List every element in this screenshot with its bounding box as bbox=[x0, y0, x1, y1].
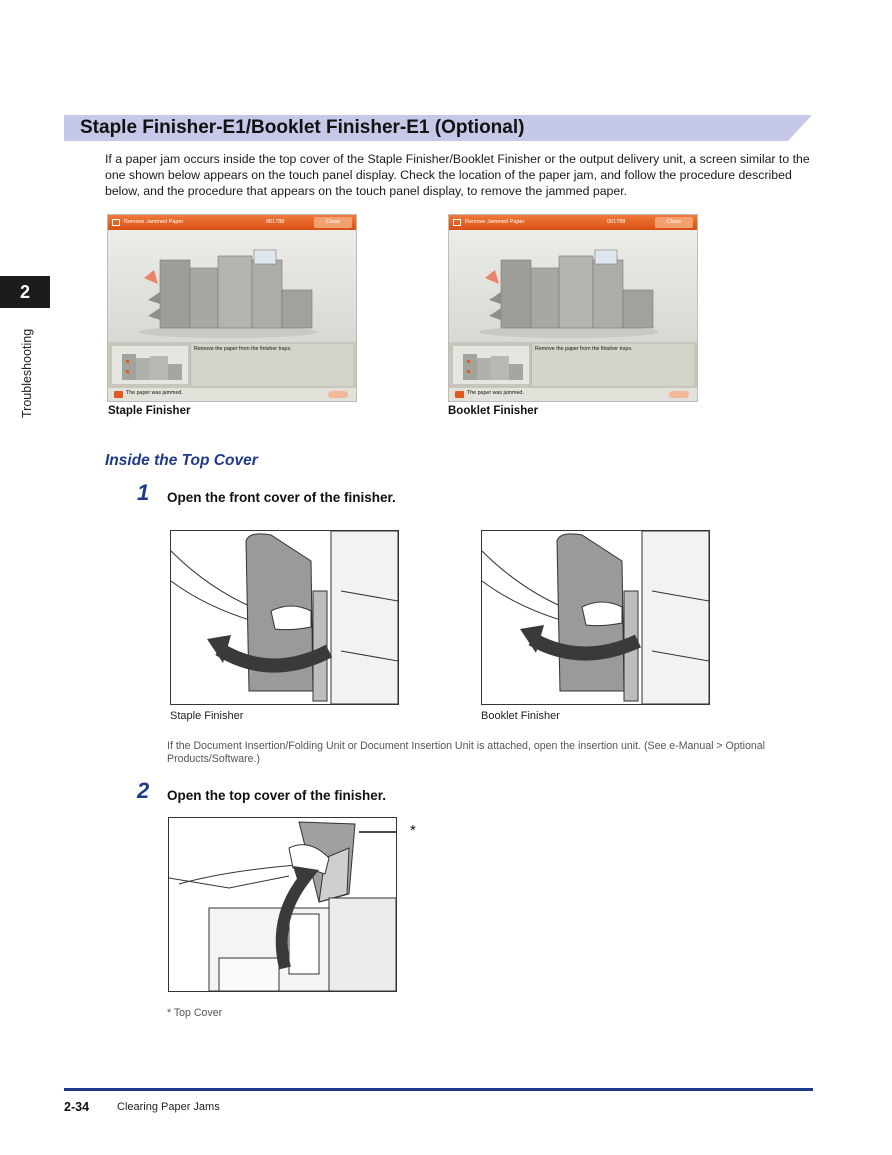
intro-paragraph: If a paper jam occurs inside the top cover of the Staple Finisher/Booklet Finisher or the output delivery unit, a screen similar to the one shown below appears on the touch panel display. Check the location of the paper jam, and follow the procedure described below, and the procedure that appears on the touch panel display, to remove the jammed paper. bbox=[105, 152, 810, 198]
panel-title-bar bbox=[108, 215, 356, 230]
step1-caption-booklet: Booklet Finisher bbox=[481, 710, 560, 722]
close-button[interactable]: Close bbox=[314, 217, 352, 228]
panel-status: The paper was jammed. bbox=[126, 390, 183, 396]
touch-panel-screen-booklet bbox=[448, 214, 698, 402]
panel-code: 061788 bbox=[607, 219, 626, 225]
step-number: 1 bbox=[137, 480, 150, 505]
machine-illustration bbox=[108, 230, 356, 342]
panel-message-box bbox=[531, 344, 694, 386]
panel-lower bbox=[108, 342, 356, 388]
panel-title: Remove Jammed Paper bbox=[124, 219, 184, 225]
panel-message: Remove the paper from the finisher trays. bbox=[535, 346, 633, 352]
close-button[interactable]: Close bbox=[655, 217, 693, 228]
panel-status-bar bbox=[449, 388, 697, 401]
finisher-thumbnail bbox=[112, 346, 188, 384]
panel-lower bbox=[449, 342, 697, 388]
panel-code: 061788 bbox=[266, 219, 285, 225]
status-button[interactable] bbox=[328, 391, 348, 398]
warning-icon bbox=[455, 391, 464, 398]
panel-title-bar bbox=[449, 215, 697, 230]
illustration-open-front-cover-booklet bbox=[481, 530, 710, 705]
footer-rule bbox=[64, 1088, 813, 1091]
panel-status: The paper was jammed. bbox=[467, 390, 524, 396]
step-text: Open the top cover of the finisher. bbox=[167, 788, 387, 803]
panel-message-box bbox=[190, 344, 353, 386]
panel-message: Remove the paper from the finisher trays. bbox=[194, 346, 292, 352]
page-number: 2-34 bbox=[64, 1100, 90, 1114]
top-cover-callout: * bbox=[410, 822, 416, 839]
panel-status-bar bbox=[108, 388, 356, 401]
chapter-tab: 2 bbox=[0, 276, 50, 308]
screen-caption-staple: Staple Finisher bbox=[108, 405, 191, 417]
touch-panel-screen-staple bbox=[107, 214, 357, 402]
status-button[interactable] bbox=[669, 391, 689, 398]
jam-icon bbox=[112, 219, 120, 226]
finisher-thumbnail bbox=[453, 346, 529, 384]
screen-caption-booklet: Booklet Finisher bbox=[448, 405, 539, 417]
step-text: Open the front cover of the finisher. bbox=[167, 490, 396, 505]
panel-title: Remove Jammed Paper bbox=[465, 219, 525, 225]
subsection-title: Inside the Top Cover bbox=[105, 452, 258, 469]
step1-note: If the Document Insertion/Folding Unit or Document Insertion Unit is attached, open the insertion unit. (See e-Manual > Optional Products/Software.) bbox=[167, 740, 765, 765]
step1-caption-staple: Staple Finisher bbox=[170, 710, 244, 722]
chapter-label-wrap bbox=[20, 312, 38, 418]
illustration-open-front-cover-staple bbox=[170, 530, 399, 705]
warning-icon bbox=[114, 391, 123, 398]
chapter-label: Troubleshooting bbox=[20, 328, 34, 418]
jam-icon bbox=[453, 219, 461, 226]
step-number: 2 bbox=[137, 778, 150, 803]
section-title: Staple Finisher-E1/Booklet Finisher-E1 (Optional) bbox=[80, 117, 525, 138]
machine-illustration bbox=[449, 230, 697, 342]
illustration-open-top-cover bbox=[168, 817, 397, 992]
footer-title: Clearing Paper Jams bbox=[117, 1101, 220, 1113]
step2-footnote: * Top Cover bbox=[167, 1007, 223, 1019]
